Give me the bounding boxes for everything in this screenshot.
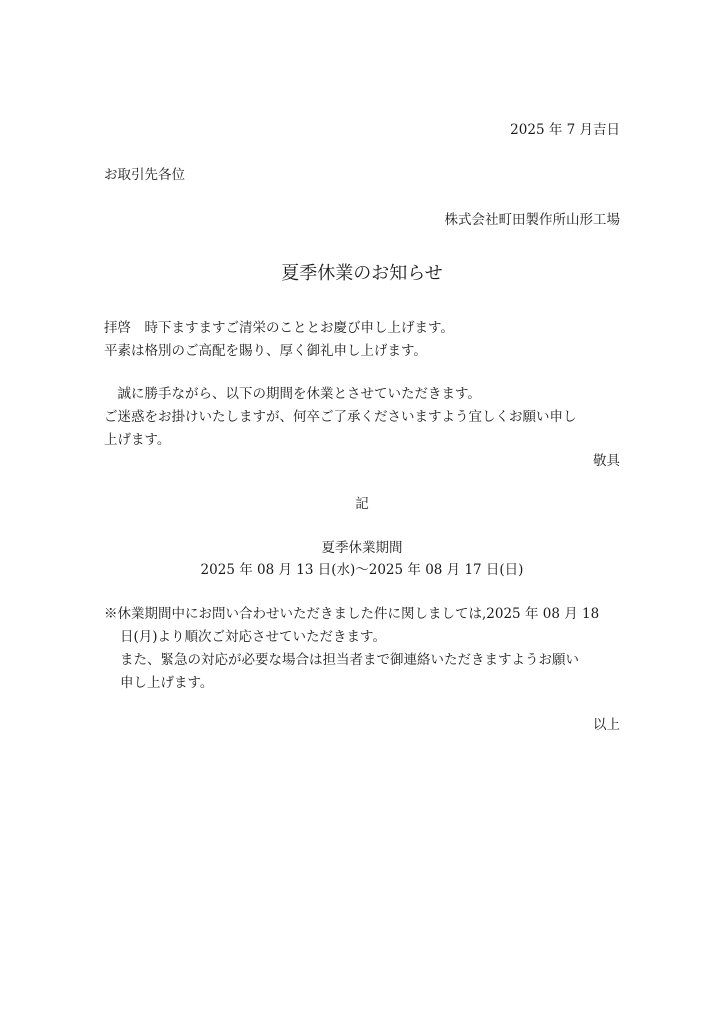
period-label: 夏季休業期間: [321, 540, 403, 556]
body-line: 拝啓 時下ますますご清栄のこととお慶び申し上げます。: [104, 320, 454, 336]
body-line: 上げます。: [104, 432, 171, 448]
closing-ijou: 以上: [593, 717, 620, 733]
document-title: 夏季休業のお知らせ: [281, 263, 443, 284]
note-line: ※休業期間中にお問い合わせいただきました件に関しましては,2025 年 08 月 18: [104, 606, 600, 622]
body-line: 平素は格別のご高配を賜り、厚く御礼申し上げます。: [104, 343, 427, 359]
period-dates: 2025 年 08 月 13 日(水)～2025 年 08 月 17 日(日): [200, 562, 524, 578]
ki-heading: 記: [355, 496, 369, 512]
closing-keigu: 敬具: [593, 453, 620, 469]
body-line: ご迷惑をお掛けいたしますが、何卒ご了承くださいますよう宜しくお願い申し: [104, 409, 577, 425]
note-line: 日(月)より順次ご対応させていただきます。: [120, 629, 386, 645]
sender: 株式会社町田製作所山形工場: [444, 212, 620, 228]
body-line: 誠に勝手ながら、以下の期間を休業とさせていただきます。: [104, 386, 481, 402]
note-line: 申し上げます。: [120, 675, 214, 691]
recipient: お取引先各位: [104, 167, 185, 183]
document-date: 2025 年 7 月吉日: [510, 122, 620, 138]
note-line: また、緊急の対応が必要な場合は担当者まで御連絡いただきますようお願い: [120, 652, 579, 668]
